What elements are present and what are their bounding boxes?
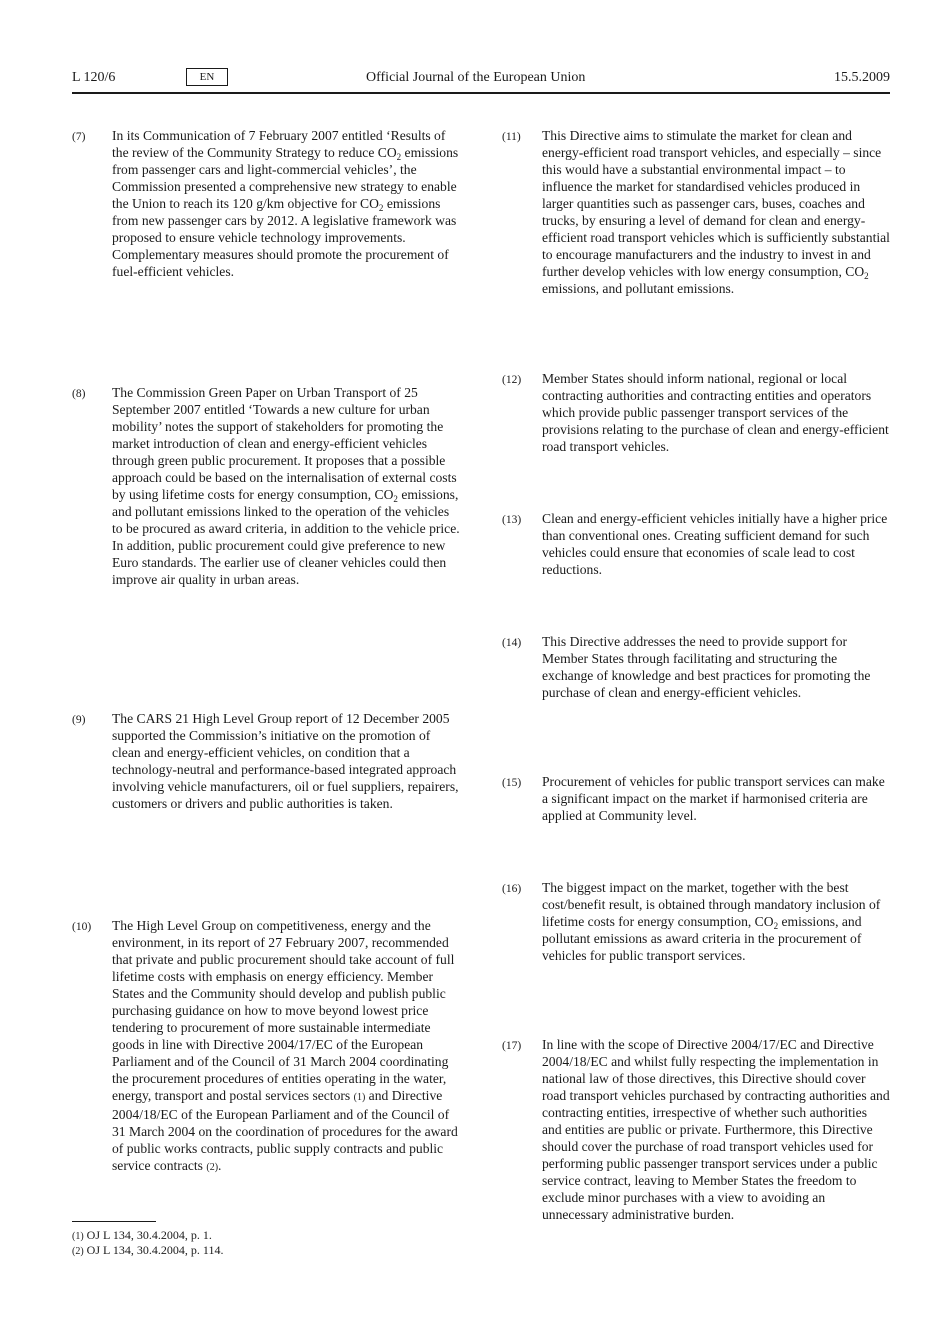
footnote-1: (1) OJ L 134, 30.4.2004, p. 1.: [72, 1228, 212, 1242]
recital-17: [502, 1036, 890, 1223]
recital-number: (7): [72, 131, 86, 143]
recital-14: [502, 633, 890, 701]
recital-number: (17): [502, 1040, 522, 1052]
recital-text: The Commission Green Paper on Urban Transport of 25 September 2007 entitled ‘Towards a new culture for urban mobility’ notes the support of stakeholders for promoting the market introduction of clean and energy-efficient vehicles through green public procurement. It proposes that a possible approach could be based on the internalisation of external costs by using lifetime costs for energy consumption, $CO_2$ emissions, and pollutant emissions linked to the operation of the vehicles to be procured as award criteria, in addition to the vehicle price. In addition, public procurement could give preference to new Euro standards. The earlier use of cleaner vehicles could then improve air quality in urban areas.: [112, 385, 460, 587]
footnote-2: (2) OJ L 134, 30.4.2004, p. 114.: [72, 1243, 224, 1257]
recital-text: Procurement of vehicles for public transport services can make a significant impact on the market if harmonised criteria are applied at Community level.: [542, 774, 885, 823]
recital-number: (8): [72, 388, 86, 400]
recital-number: (15): [502, 777, 522, 789]
recital-text: Member States should inform national, regional or local contracting authorities and contracting entities and operators which provide public passenger transport services of the provisions relating to the purchase of clean and energy-efficient road transport vehicles.: [542, 371, 889, 454]
recital-number: (14): [502, 637, 522, 649]
recital-11: [502, 127, 890, 297]
recital-8: [72, 384, 462, 588]
recital-number: (9): [72, 714, 86, 726]
recital-15: [502, 773, 890, 824]
journal-title: Official Journal of the European Union: [366, 70, 586, 85]
recital-text: The biggest impact on the market, together with the best cost/benefit result, is obtained through mandatory inclusion of lifetime costs for energy consumption, $CO_2$ emissions, and pollutant emissions as award criteria in the procurement of vehicles for public transport services.: [542, 880, 881, 963]
recital-16: [502, 879, 890, 964]
recital-12: [502, 370, 890, 455]
recital-text: The CARS 21 High Level Group report of 12 December 2005 supported the Commission’s initiative on the promotion of clean and energy-efficient vehicles, on condition that a technology-neutral and performance-based integrated approach involving vehicle manufacturers, oil or fuel suppliers, repairers, customers or drivers and public authorities is taken.: [112, 711, 459, 811]
recital-7: [72, 127, 462, 280]
recital-text: In line with the scope of Directive 2004/17/EC and Directive 2004/18/EC and whilst fully respecting the implementation in national law of those directives, this Directive should cover road transport vehicles purchased by contracting authorities and contracting entities, irrespective of whether such authorities and entities are public or private. Furthermore, this Directive should cover the purchase of road transport vehicles used for performing public passenger transport services under a public service contract, leaving to Member States the freedom to exclude minor purchases with a view to avoiding an unnecessary administrative burden.: [542, 1037, 890, 1222]
recital-number: (11): [502, 131, 521, 143]
footnote-ref-2[interactable]: (2): [206, 1162, 219, 1173]
recital-number: (16): [502, 883, 522, 895]
recital-number: (10): [72, 921, 92, 933]
recital-13: [502, 510, 890, 578]
recital-text: In its Communication of 7 February 2007 entitled ‘Results of the review of the Community Strategy to reduce $CO_2$ emissions from passenger cars and light-commercial vehicles’, the Commission presented a comprehensive new strategy to enable the Union to reach its 120 g/km objective for $CO_2$ emissions from new passenger cars by 2012. A legislative framework was proposed to ensure vehicle technology improvements. Complementary measures should promote the procurement of fuel-efficient vehicles.: [112, 128, 459, 279]
page-header: [72, 68, 890, 90]
recital-10: [72, 917, 462, 1176]
publication-date: 15.5.2009: [834, 70, 890, 85]
header-rule: [72, 92, 890, 94]
recital-text: The High Level Group on competitiveness, energy and the environment, in its report of 27 February 2007, recommended that private and public procurement should take account of full lifetime costs with emphasis on energy efficiency. Member States and the Community should develop and publish public purchasing guidance on how to move beyond lowest price tendering to procurement of more sustainable intermediate goods in line with Directive 2004/17/EC of the European Parliament and of the Council of 31 March 2004 coordinating the procurement procedures of entities operating in the water, energy, transport and postal services sectors (1) and Directive 2004/18/EC of the European Parliament and of the Council of 31 March 2004 on the coordination of procedures for the award of public works contracts, public supply contracts and public service contracts (2).: [112, 918, 458, 1173]
journal-reference: L 120/6: [72, 70, 116, 85]
recital-number: (13): [502, 514, 522, 526]
recital-text: This Directive addresses the need to provide support for Member States through facilitating and structuring the exchange of knowledge and best practices for promoting the purchase of clean and energy-efficient vehicles.: [542, 634, 871, 700]
recital-text: Clean and energy-efficient vehicles initially have a higher price than conventional ones. Creating sufficient demand for such vehicles could ensure that economies of scale lead to cost reductions.: [542, 511, 888, 577]
recital-9: [72, 710, 462, 812]
recital-text: This Directive aims to stimulate the market for clean and energy-efficient road transport vehicles, and especially – since this would have a substantial environmental impact – to influence the market for standardised vehicles produced in larger quantities such as passenger cars, buses, coaches and trucks, by ensuring a level of demand for clean and energy-efficient road transport vehicles which is sufficiently substantial to encourage manufacturers and the industry to invest in and further develop vehicles with low energy consumption, $CO_2$ emissions, and pollutant emissions.: [542, 128, 890, 296]
footnote-ref-1[interactable]: (1): [353, 1092, 366, 1103]
footnote-rule: [72, 1221, 156, 1222]
language-badge: EN: [186, 68, 228, 86]
recital-number: (12): [502, 374, 522, 386]
